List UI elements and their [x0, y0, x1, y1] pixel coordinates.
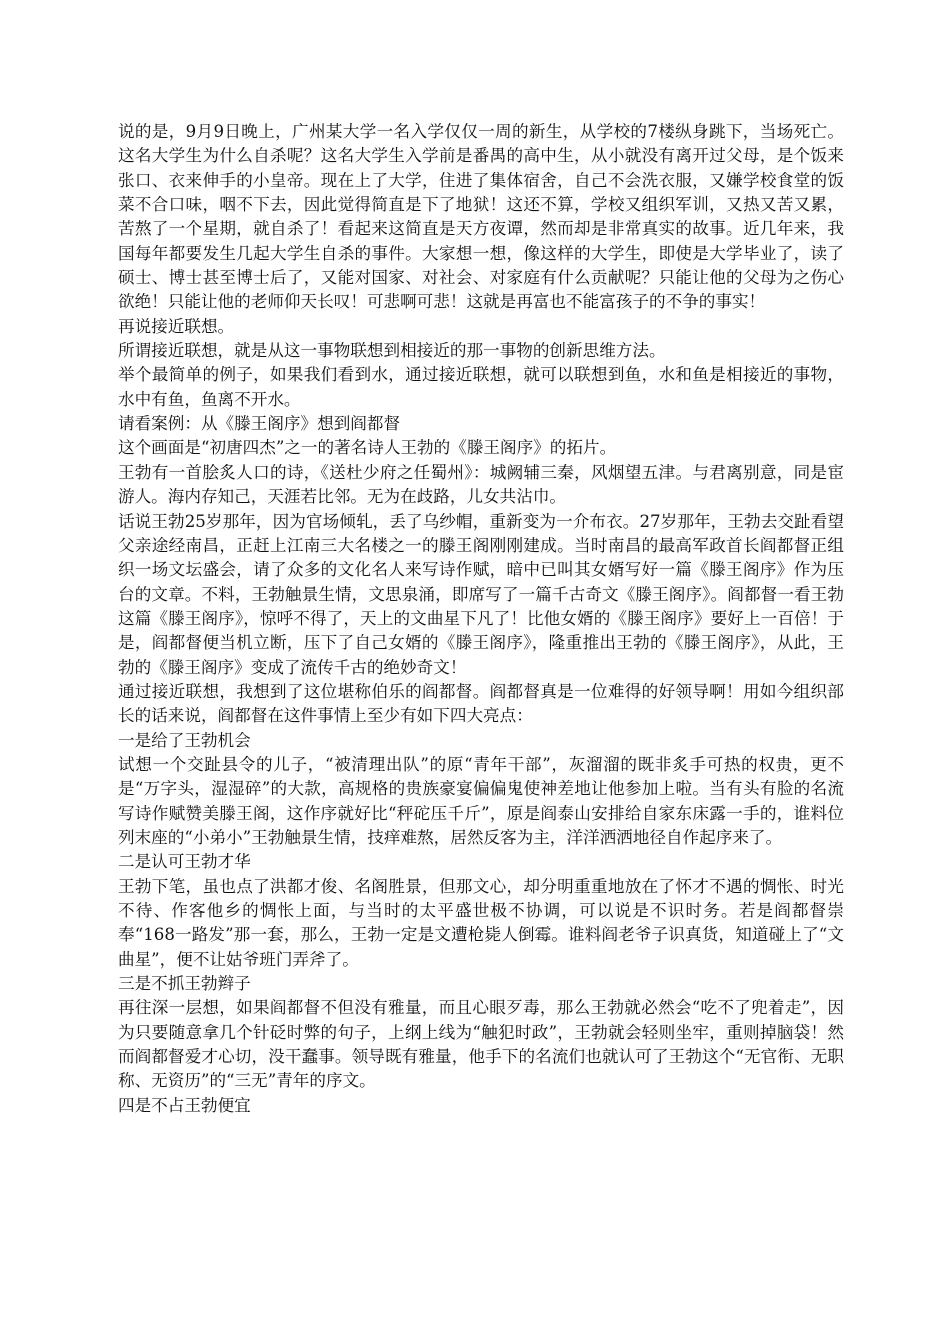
- paragraph-point-two-heading: 二是认可王勃才华: [118, 852, 251, 872]
- paragraph-proximity-definition: 所谓接近联想，就是从这一事物联想到相接近的那一事物的创新思维方法。: [118, 341, 666, 361]
- paragraph-point-four-heading: 四是不占王勃便宜: [118, 1095, 251, 1115]
- paragraph-student-suicide: 说的是，9月9日晚上，广州某大学一名入学仅仅一周的新生，从学校的7楼纵身跳下，当场死亡。这名大学生为什么自杀呢？这名大学生入学前是番禺的高中生，从小就没有离开过父母，是个饭来张口、衣来伸手的小皇帝。现在上了大学，住进了集体宿舍，自己不会洗衣服，又嫌学校食堂的饭菜不合口味，咽不下去，因此觉得简直是下了地狱！这还不算，学校又组织军训，又热又苦又累，苦熬了一个星期，就自杀了！看起来这简直是天方夜谭，然而却是非常真实的故事。近几年来，我国每年都要发生几起大学生自杀的事件。大家想一想，像这样的大学生，即使是大学毕业了，读了硕士、博士甚至博士后了，又能对国家、对社会、对家庭有什么贡献呢？只能让他的父母为之伤心欲绝！只能让他的老师仰天长叹！可悲啊可悲！这就是再富也不能富孩子的不争的事实！: [118, 122, 844, 312]
- paragraph-point-three-heading: 三是不抓王勃辫子: [118, 974, 251, 994]
- paragraph-point-one-heading: 一是给了王勃机会: [118, 730, 251, 750]
- paragraph-wang-bo-poem: 王勃有一首脍炙人口的诗，《送杜少府之任蜀州》：城阙辅三秦，风烟望五津。与君离别意，同是宦游人。海内存知己，天涯若比邻。无为在歧路，儿女共沾巾。: [118, 462, 844, 507]
- paragraph-case-heading: 请看案例：从《滕王阁序》想到阎都督: [118, 414, 401, 434]
- paragraph-heading-proximity: 再说接近联想。: [118, 316, 235, 336]
- document-page: [118, 120, 844, 1118]
- paragraph-water-fish-example: 举个最简单的例子，如果我们看到水，通过接近联想，就可以联想到鱼，水和鱼是相接近的事物，水中有鱼，鱼离不开水。: [118, 365, 844, 409]
- paragraph-point-two-body: 王勃下笔，虽也点了洪都才俊、名阁胜景，但那文心，却分明重重地放在了怀才不遇的惆怅、时光不待、作客他乡的惆怅上面，与当时的太平盛世极不协调，可以说是不识时务。若是阎都督崇奉“168一路发”那一套，那么，王勃一定是文遭枪毙人倒霉。谁料阎老爷子识真货，知道碰上了“文曲星”，便不让姑爷班门弄斧了。: [118, 876, 844, 969]
- paragraph-rubbing-caption: 这个画面是“初唐四杰”之一的著名诗人王勃的《滕王阁序》的拓片。: [118, 438, 617, 458]
- paragraph-governor-intro: 通过接近联想，我想到了这位堪称伯乐的阎都督。阎都督真是一位难得的好领导啊！用如今组织部长的话来说，阎都督在这件事情上至少有如下四大亮点：: [118, 681, 844, 726]
- paragraph-point-three-body: 再往深一层想，如果阎都督不但没有雅量，而且心眼歹毒，那么王勃就必然会“吃不了兜着走”，因为只要随意拿几个针砭时弊的句子，上纲上线为“触犯时政”，王勃就会轻则坐牢，重则掉脑袋！然而阎都督爱才心切，没干蠢事。领导既有雅量，他手下的名流们也就认可了王勃这个“无官衔、无职称、无资历”的“三无”青年的序文。: [118, 998, 844, 1091]
- paragraph-point-one-body: 试想一个交趾县令的儿子，“被清理出队”的原“青年干部”，灰溜溜的既非炙手可热的权贵，更不是“万字头，湿湿碎”的大款，高规格的贵族豪宴偏偏鬼使神差地让他参加上啦。当有头有脸的名流写诗作赋赞美滕王阁，这作序就好比“秤砣压千斤”，原是阎泰山安排给自家东床露一手的，谁料位列末座的“小弟小”王勃触景生情，技痒难熬，居然反客为主，洋洋洒洒地径自作起序来了。: [118, 754, 844, 847]
- paragraph-wang-bo-story: 话说王勃25岁那年，因为官场倾轧，丢了乌纱帽，重新变为一介布衣。27岁那年，王勃去交趾看望父亲途经南昌，正赶上江南三大名楼之一的滕王阁刚刚建成。当时南昌的最高军政首长阎都督正组织一场文坛盛会，请了众多的文化名人来写诗作赋，暗中已叫其女婿写好一篇《滕王阁序》作为压台的文章。不料，王勃触景生情，文思泉涌，即席写了一篇千古奇文《滕王阁序》。阎都督一看王勃这篇《滕王阁序》，惊呼不得了，天上的文曲星下凡了！比他女婿的《滕王阁序》要好上一百倍！于是，阎都督便当机立断，压下了自己女婿的《滕王阁序》，隆重推出王勃的《滕王阁序》，从此，王勃的《滕王阁序》变成了流传千古的绝妙奇文！: [118, 511, 844, 677]
